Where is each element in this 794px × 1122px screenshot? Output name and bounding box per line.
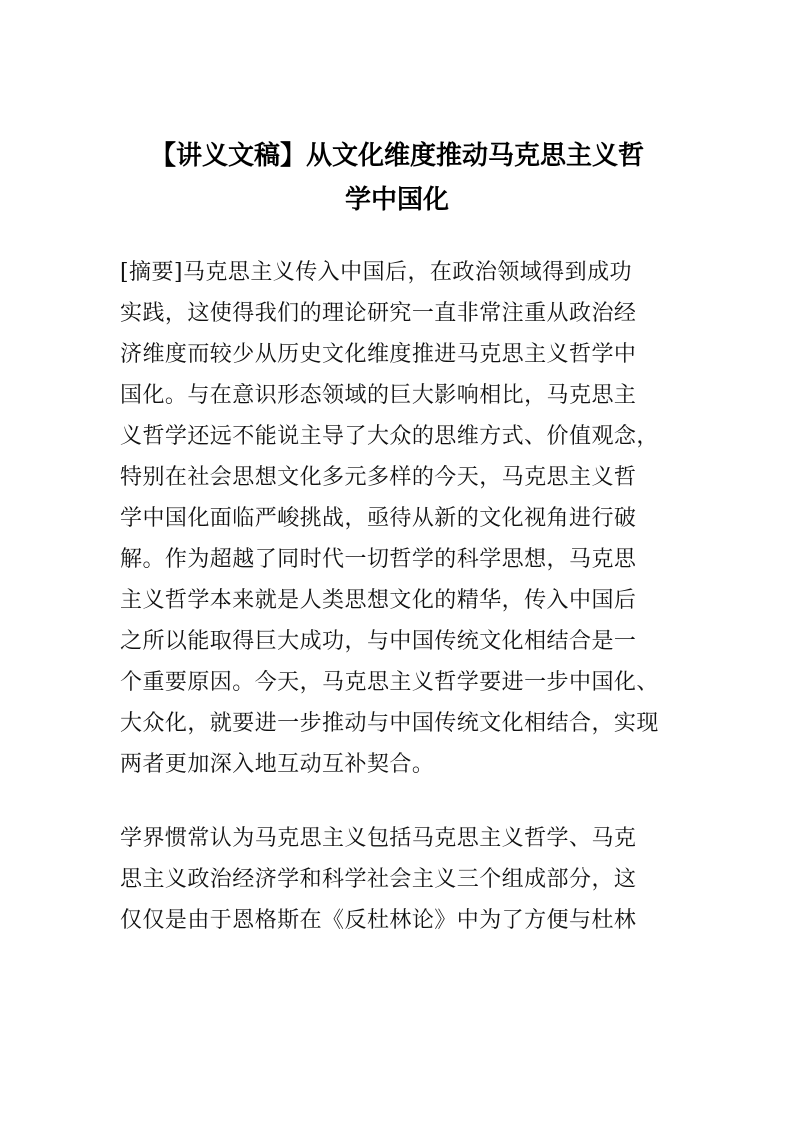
document-title [110,134,684,222]
text-line: 两者更加深入地互动互补契合。 [120,752,435,777]
text-line: 仅仅是由于恩格斯在《反杜林论》中为了方便与杜林 [120,908,637,933]
text-line: 国化。与在意识形态领域的巨大影响相比，马克思主 [120,383,637,408]
text-line: 学界惯常认为马克思主义包括马克思主义哲学、马克 [120,826,637,851]
text-line: 解。作为超越了同时代一切哲学的科学思想，马克思 [120,547,637,572]
text-line: 个重要原因。今天，马克思主义哲学要进一步中国化、 [120,670,659,695]
text-line: 义哲学还远不能说主导了大众的思维方式、价值观念， [120,424,659,449]
text-line: 之所以能取得巨大成功，与中国传统文化相结合是一 [120,629,637,654]
text-line: 思主义政治经济学和科学社会主义三个组成部分，这 [120,867,637,892]
abstract-paragraph [120,252,680,785]
text-line: 实践，这使得我们的理论研究一直非常注重从政治经 [120,301,637,326]
text-line: 济维度而较少从历史文化维度推进马克思主义哲学中 [120,342,637,367]
body-paragraph [120,818,680,941]
title-line: 学中国化 [344,185,449,215]
title-line: 【讲义文稿】从文化维度推动马克思主义哲 [149,141,644,171]
text-line: 特别在社会思想文化多元多样的今天，马克思主义哲 [120,465,637,490]
text-line: 学中国化面临严峻挑战，亟待从新的文化视角进行破 [120,506,637,531]
text-line: 主义哲学本来就是人类思想文化的精华，传入中国后 [120,588,637,613]
text-line: [摘要]马克思主义传入中国后，在政治领域得到成功 [120,260,632,285]
text-line: 大众化，就要进一步推动与中国传统文化相结合，实现 [120,711,659,736]
